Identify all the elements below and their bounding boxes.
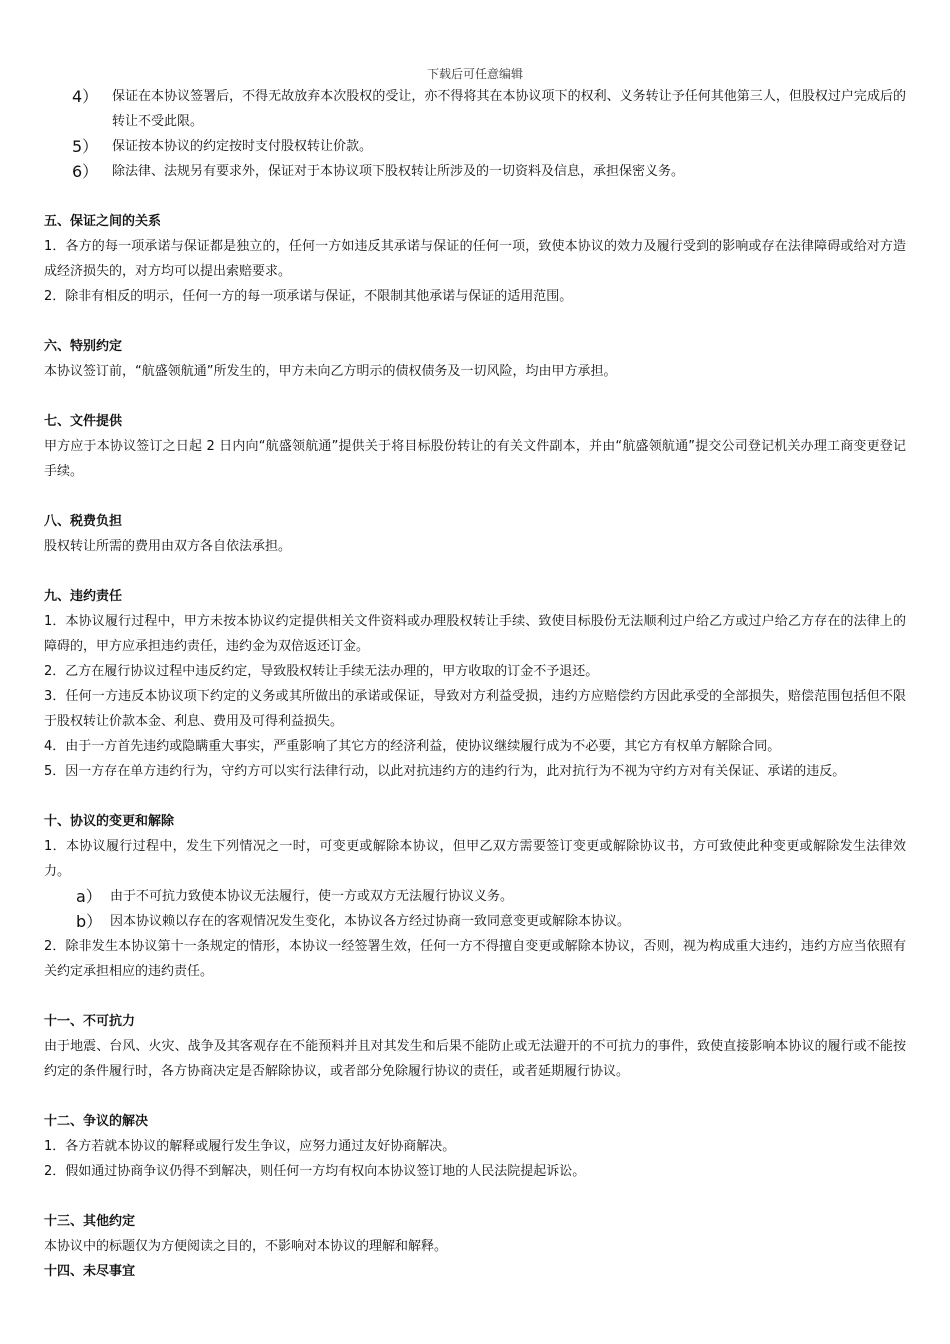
section-title: 五、保证之间的关系 [44, 214, 162, 229]
item-letter: b） [76, 912, 103, 931]
paragraph: 2．除非发生本协议第十一条规定的情形，本协议一经签署生效，任何一方不得擅自变更或解除本协议，否则，视为构成重大违约，违约方应当依照有关约定承担相应的违约责任。 [44, 939, 906, 979]
item-text: 保证在本协议签署后，不得无故放弃本次股权的受让，亦不得将其在本协议项下的权利、义务转让予任何其他第三人，但股权过户完成后的转让不受此限。 [112, 89, 906, 129]
item-letter: a） [76, 887, 102, 906]
paragraph: 2．假如通过协商争议仍得不到解决，则任何一方均有权向本协议签订地的人民法院提起诉讼。 [44, 1164, 586, 1179]
section-title: 十二、争议的解决 [44, 1114, 149, 1129]
item-text: 因本协议赖以存在的客观情况发生变化，本协议各方经过协商一致同意变更或解除本协议。 [110, 914, 631, 929]
paragraph: 2．除非有相反的明示，任何一方的每一项承诺与保证，不限制其他承诺与保证的适用范围。 [44, 289, 573, 304]
paragraph: 5．因一方存在单方违约行为，守约方可以实行法律行动，以此对抗违约方的违约行为，此对抗行为不视为守约方对有关保证、承诺的违反。 [44, 764, 846, 779]
paragraph: 本协议签订前，“航盛领航通”所发生的，甲方未向乙方明示的债权债务及一切风险，均由甲方承担。 [44, 364, 617, 379]
section-title: 九、违约责任 [44, 589, 123, 604]
item-text: 除法律、法规另有要求外，保证对于本协议项下股权转让所涉及的一切资料及信息，承担保密义务。 [112, 164, 685, 179]
section-title: 十四、未尽事宜 [44, 1264, 136, 1279]
paragraph: 股权转让所需的费用由双方各自依法承担。 [44, 539, 292, 554]
section-title: 六、特别约定 [44, 339, 123, 354]
paragraph: 本协议中的标题仅为方便阅读之目的，不影响对本协议的理解和解释。 [44, 1239, 448, 1254]
page-header: 下载后可任意编辑 [426, 67, 523, 81]
list-item [44, 84, 906, 134]
section-title: 十三、其他约定 [44, 1214, 136, 1229]
item-text: 由于不可抗力致使本协议无法履行，使一方或双方无法履行协议义务。 [110, 889, 514, 904]
paragraph: 1．本协议履行过程中，甲方未按本协议约定提供相关文件资料或办理股权转让手续、致使目标股份无法顺利过户给乙方或过户给乙方存在的法律上的障碍的，甲方应承担违约责任，违约金为双倍返还订金。 [44, 614, 906, 654]
item-number: 4） [72, 87, 99, 106]
paragraph: 由于地震、台风、火灾、战争及其客观存在不能预料并且对其发生和后果不能防止或无法避开的不可抗力的事件，致使直接影响本协议的履行或不能按约定的条件履行时，各方协商决定是否解除协议，或者部分免除履行协议的责任，或者延期履行协议。 [44, 1039, 906, 1079]
item-number: 6） [72, 162, 99, 181]
sub-list-item [44, 884, 906, 909]
section-title: 八、税费负担 [44, 514, 123, 529]
item-number: 5） [72, 137, 99, 156]
paragraph: 1．本协议履行过程中，发生下列情况之一时，可变更或解除本协议，但甲乙双方需要签订变更或解除协议书，方可致使此种变更或解除发生法律效力。 [44, 839, 906, 879]
sub-list-item [44, 909, 906, 934]
document-body [44, 64, 906, 1284]
item-text: 保证按本协议的约定按时支付股权转让价款。 [112, 139, 373, 154]
paragraph: 2．乙方在履行协议过程中违反约定，导致股权转让手续无法办理的，甲方收取的订金不予退还。 [44, 664, 599, 679]
paragraph: 4．由于一方首先违约或隐瞒重大事实，严重影响了其它方的经济利益，使协议继续履行成为不必要，其它方有权单方解除合同。 [44, 739, 781, 754]
paragraph: 3．任何一方违反本协议项下约定的义务或其所做出的承诺或保证，导致对方利益受损，违约方应赔偿约方因此承受的全部损失，赔偿范围包括但不限于股权转让价款本金、利息、费用及可得利益损失。 [44, 689, 906, 729]
paragraph: 1．各方的每一项承诺与保证都是独立的，任何一方如违反其承诺与保证的任何一项，致使本协议的效力及履行受到的影响或存在法律障碍或给对方造成经济损失的，对方均可以提出索赔要求。 [44, 239, 906, 279]
paragraph: 1．各方若就本协议的解释或履行发生争议，应努力通过友好协商解决。 [44, 1139, 456, 1154]
paragraph: 甲方应于本协议签订之日起 2 日内向“航盛领航通”提供关于将目标股份转让的有关文件副本，并由“航盛领航通”提交公司登记机关办理工商变更登记手续。 [44, 439, 906, 479]
list-item [44, 159, 906, 184]
section-title: 七、文件提供 [44, 414, 123, 429]
section-title: 十、协议的变更和解除 [44, 814, 175, 829]
list-item [44, 134, 906, 159]
section-title: 十一、不可抗力 [44, 1014, 136, 1029]
